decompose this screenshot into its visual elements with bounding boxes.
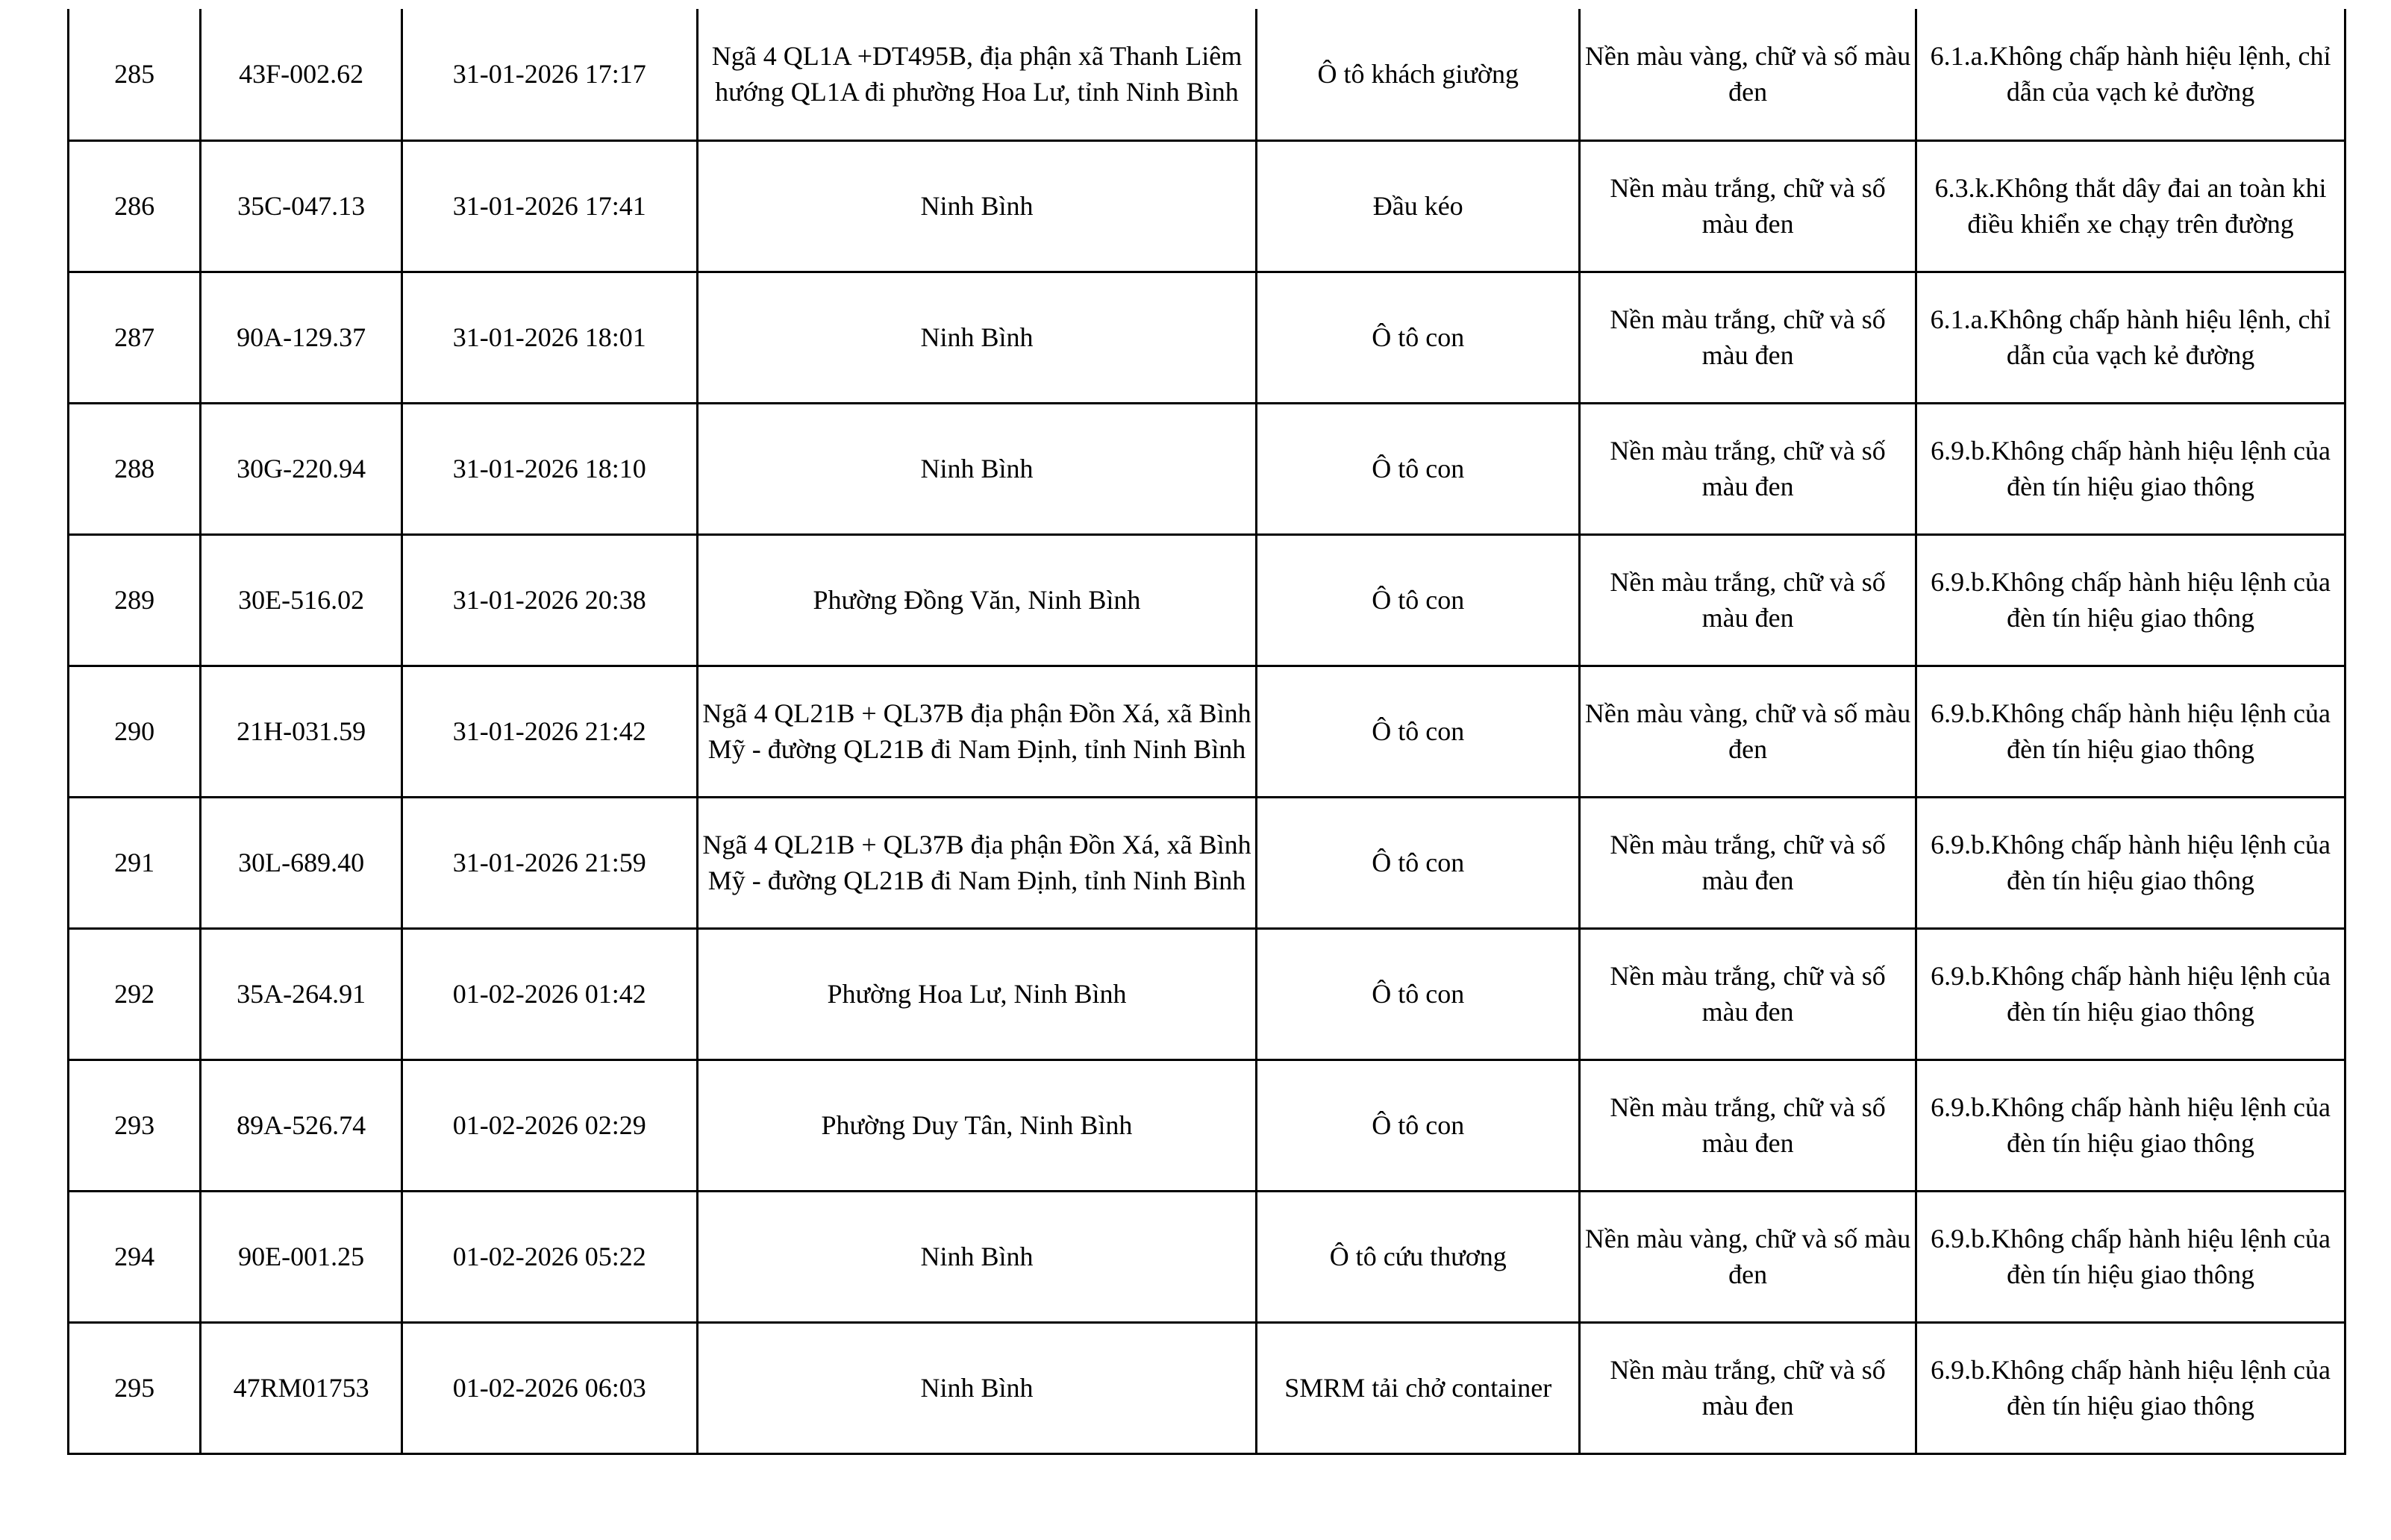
- plate-color-cell-text: Nền màu trắng, chữ và số màu đen: [1610, 173, 1886, 239]
- violation-time-cell-text: 31-01-2026 17:41: [452, 191, 646, 221]
- vehicle-type-cell: [1257, 797, 1580, 928]
- row-number-cell-text: 286: [114, 191, 155, 221]
- license-plate-cell-text: 90E-001.25: [238, 1242, 365, 1271]
- table-body: [69, 9, 2345, 1453]
- location-cell: [697, 666, 1257, 797]
- license-plate-cell: [201, 1059, 402, 1191]
- violation-time-cell-text: 01-02-2026 02:29: [452, 1110, 646, 1140]
- violation-description-cell: [1916, 1322, 2345, 1453]
- location-cell-text: Ngã 4 QL21B + QL37B địa phận Đồn Xá, xã Bình Mỹ - đường QL21B đi Nam Định, tỉnh Ninh Bình: [702, 830, 1251, 895]
- license-plate-cell: [201, 928, 402, 1059]
- violation-description-cell-text: 6.9.b.Không chấp hành hiệu lệnh của đèn tín hiệu giao thông: [1931, 1092, 2331, 1158]
- violation-description-cell-text: 6.3.k.Không thắt dây đai an toàn khi điều khiển xe chạy trên đường: [1934, 173, 2327, 239]
- location-cell: [697, 140, 1257, 272]
- license-plate-cell-text: 35C-047.13: [237, 191, 366, 221]
- license-plate-cell-text: 47RM01753: [233, 1373, 369, 1403]
- violation-description-cell-text: 6.1.a.Không chấp hành hiệu lệnh, chỉ dẫn của vạch kẻ đường: [1930, 304, 2331, 370]
- violation-time-cell: [402, 140, 698, 272]
- violation-description-cell-text: 6.9.b.Không chấp hành hiệu lệnh của đèn tín hiệu giao thông: [1931, 698, 2331, 764]
- location-cell: [697, 1322, 1257, 1453]
- violation-description-cell: [1916, 140, 2345, 272]
- vehicle-type-cell-text: Ô tô khách giường: [1317, 59, 1519, 90]
- vehicle-type-cell: [1257, 140, 1580, 272]
- table-row: [69, 140, 2345, 272]
- license-plate-cell: [201, 1191, 402, 1322]
- plate-color-cell-text: Nền màu trắng, chữ và số màu đen: [1610, 436, 1886, 501]
- location-cell: [697, 928, 1257, 1059]
- table-row: [69, 403, 2345, 534]
- license-plate-cell-text: 30G-220.94: [237, 454, 366, 483]
- violation-time-cell-text: 01-02-2026 01:42: [452, 979, 646, 1009]
- location-cell-text: Ngã 4 QL1A +DT495B, địa phận xã Thanh Liêm hướng QL1A đi phường Hoa Lư, tỉnh Ninh Bình: [711, 41, 1243, 107]
- location-cell: [697, 797, 1257, 928]
- violation-time-cell: [402, 1322, 698, 1453]
- vehicle-type-cell-text: Ô tô con: [1372, 848, 1465, 877]
- violation-time-cell: [402, 928, 698, 1059]
- violation-description-cell-text: 6.9.b.Không chấp hành hiệu lệnh của đèn tín hiệu giao thông: [1931, 567, 2331, 633]
- plate-color-cell-text: Nền màu trắng, chữ và số màu đen: [1610, 961, 1886, 1027]
- table-row: [69, 1191, 2345, 1322]
- table-row: [69, 9, 2345, 140]
- row-number-cell: [69, 1322, 201, 1453]
- plate-color-cell: [1580, 403, 1916, 534]
- violation-description-cell: [1916, 534, 2345, 666]
- plate-color-cell-text: Nền màu vàng, chữ và số màu đen: [1584, 41, 1911, 107]
- license-plate-cell-text: 89A-526.74: [237, 1110, 366, 1140]
- license-plate-cell-text: 21H-031.59: [237, 716, 366, 746]
- violation-time-cell-text: 31-01-2026 21:42: [452, 716, 646, 746]
- plate-color-cell: [1580, 272, 1916, 403]
- plate-color-cell: [1580, 534, 1916, 666]
- violation-description-cell-text: 6.9.b.Không chấp hành hiệu lệnh của đèn tín hiệu giao thông: [1931, 830, 2331, 895]
- vehicle-type-cell-text: Ô tô con: [1372, 1110, 1465, 1140]
- location-cell: [697, 1191, 1257, 1322]
- license-plate-cell: [201, 272, 402, 403]
- row-number-cell-text: 292: [114, 979, 155, 1009]
- plate-color-cell: [1580, 928, 1916, 1059]
- plate-color-cell-text: Nền màu vàng, chữ và số màu đen: [1584, 1224, 1911, 1289]
- violation-description-cell: [1916, 272, 2345, 403]
- violation-time-cell-text: 31-01-2026 18:10: [452, 454, 646, 483]
- location-cell-text: Ninh Bình: [920, 322, 1034, 352]
- row-number-cell: [69, 140, 201, 272]
- vehicle-type-cell: [1257, 534, 1580, 666]
- license-plate-cell-text: 43F-002.62: [239, 59, 364, 90]
- license-plate-cell: [201, 9, 402, 140]
- location-cell-text: Phường Đồng Văn, Ninh Bình: [813, 585, 1141, 615]
- vehicle-type-cell: [1257, 9, 1580, 140]
- violation-time-cell: [402, 666, 698, 797]
- table-row: [69, 534, 2345, 666]
- license-plate-cell-text: 35A-264.91: [237, 979, 366, 1009]
- table-row: [69, 797, 2345, 928]
- vehicle-type-cell-text: Ô tô cứu thương: [1329, 1242, 1507, 1271]
- violation-description-cell-text: 6.9.b.Không chấp hành hiệu lệnh của đèn tín hiệu giao thông: [1931, 961, 2331, 1027]
- vehicle-type-cell: [1257, 666, 1580, 797]
- violation-time-cell-text: 31-01-2026 17:17: [452, 59, 646, 90]
- license-plate-cell: [201, 403, 402, 534]
- row-number-cell: [69, 9, 201, 140]
- vehicle-type-cell: [1257, 1322, 1580, 1453]
- row-number-cell-text: 295: [114, 1373, 155, 1403]
- violation-description-cell: [1916, 928, 2345, 1059]
- license-plate-cell: [201, 1322, 402, 1453]
- plate-color-cell: [1580, 1059, 1916, 1191]
- vehicle-type-cell: [1257, 1191, 1580, 1322]
- location-cell-text: Ninh Bình: [920, 1242, 1034, 1271]
- location-cell-text: Phường Duy Tân, Ninh Bình: [821, 1110, 1133, 1140]
- vehicle-type-cell-text: Ô tô con: [1372, 454, 1465, 483]
- row-number-cell-text: 293: [114, 1110, 155, 1140]
- violation-description-cell-text: 6.9.b.Không chấp hành hiệu lệnh của đèn tín hiệu giao thông: [1931, 1224, 2331, 1289]
- violation-time-cell-text: 01-02-2026 05:22: [452, 1242, 646, 1271]
- violation-time-cell: [402, 9, 698, 140]
- plate-color-cell-text: Nền màu trắng, chữ và số màu đen: [1610, 1355, 1886, 1421]
- violation-description-cell: [1916, 9, 2345, 140]
- row-number-cell-text: 287: [114, 322, 155, 352]
- location-cell: [697, 534, 1257, 666]
- row-number-cell: [69, 403, 201, 534]
- row-number-cell: [69, 1191, 201, 1322]
- location-cell-text: Ninh Bình: [920, 191, 1034, 221]
- plate-color-cell: [1580, 797, 1916, 928]
- location-cell: [697, 1059, 1257, 1191]
- table-row: [69, 272, 2345, 403]
- plate-color-cell: [1580, 9, 1916, 140]
- violation-time-cell: [402, 534, 698, 666]
- row-number-cell-text: 294: [114, 1242, 155, 1271]
- vehicle-type-cell: [1257, 403, 1580, 534]
- location-cell: [697, 272, 1257, 403]
- license-plate-cell-text: 90A-129.37: [237, 322, 366, 352]
- table-row: [69, 666, 2345, 797]
- violation-description-cell: [1916, 797, 2345, 928]
- violation-time-cell-text: 01-02-2026 06:03: [452, 1373, 646, 1403]
- row-number-cell: [69, 534, 201, 666]
- license-plate-cell: [201, 534, 402, 666]
- vehicle-type-cell: [1257, 1059, 1580, 1191]
- violation-time-cell: [402, 1059, 698, 1191]
- plate-color-cell-text: Nền màu trắng, chữ và số màu đen: [1610, 567, 1886, 633]
- plate-color-cell-text: Nền màu vàng, chữ và số màu đen: [1584, 698, 1911, 764]
- violation-description-cell: [1916, 666, 2345, 797]
- plate-color-cell: [1580, 140, 1916, 272]
- violation-time-cell: [402, 797, 698, 928]
- plate-color-cell-text: Nền màu trắng, chữ và số màu đen: [1610, 304, 1886, 370]
- row-number-cell: [69, 928, 201, 1059]
- violation-time-cell-text: 31-01-2026 20:38: [452, 585, 646, 615]
- location-cell-text: Ninh Bình: [920, 1373, 1034, 1403]
- vehicle-type-cell-text: Ô tô con: [1372, 716, 1465, 746]
- location-cell-text: Ninh Bình: [920, 454, 1034, 483]
- violation-description-cell-text: 6.1.a.Không chấp hành hiệu lệnh, chỉ dẫn của vạch kẻ đường: [1930, 41, 2331, 107]
- violation-description-cell-text: 6.9.b.Không chấp hành hiệu lệnh của đèn tín hiệu giao thông: [1931, 436, 2331, 501]
- vehicle-type-cell-text: Ô tô con: [1372, 585, 1465, 615]
- plate-color-cell: [1580, 1322, 1916, 1453]
- vehicle-type-cell-text: Ô tô con: [1372, 979, 1465, 1009]
- row-number-cell-text: 289: [114, 585, 155, 615]
- violation-description-cell-text: 6.9.b.Không chấp hành hiệu lệnh của đèn tín hiệu giao thông: [1931, 1355, 2331, 1421]
- license-plate-cell: [201, 140, 402, 272]
- vehicle-type-cell: [1257, 928, 1580, 1059]
- violation-table: [67, 9, 2346, 1455]
- plate-color-cell: [1580, 1191, 1916, 1322]
- violation-time-cell: [402, 1191, 698, 1322]
- license-plate-cell: [201, 797, 402, 928]
- vehicle-type-cell-text: Ô tô con: [1372, 322, 1465, 352]
- violation-description-cell: [1916, 1191, 2345, 1322]
- row-number-cell: [69, 272, 201, 403]
- table-row: [69, 1322, 2345, 1453]
- plate-color-cell-text: Nền màu trắng, chữ và số màu đen: [1610, 1092, 1886, 1158]
- violation-time-cell-text: 31-01-2026 21:59: [452, 848, 646, 877]
- violation-time-cell: [402, 272, 698, 403]
- table-row: [69, 928, 2345, 1059]
- license-plate-cell-text: 30E-516.02: [238, 585, 365, 615]
- vehicle-type-cell-text: SMRM tải chở container: [1284, 1373, 1552, 1403]
- plate-color-cell: [1580, 666, 1916, 797]
- row-number-cell: [69, 666, 201, 797]
- location-cell-text: Phường Hoa Lư, Ninh Bình: [827, 979, 1127, 1009]
- row-number-cell-text: 290: [114, 716, 155, 746]
- license-plate-cell-text: 30L-689.40: [238, 848, 365, 877]
- row-number-cell: [69, 797, 201, 928]
- table-row: [69, 1059, 2345, 1191]
- row-number-cell-text: 288: [114, 454, 155, 483]
- violation-description-cell: [1916, 1059, 2345, 1191]
- violation-time-cell-text: 31-01-2026 18:01: [452, 322, 646, 352]
- license-plate-cell: [201, 666, 402, 797]
- location-cell-text: Ngã 4 QL21B + QL37B địa phận Đồn Xá, xã Bình Mỹ - đường QL21B đi Nam Định, tỉnh Ninh Bình: [702, 698, 1251, 764]
- violation-description-cell: [1916, 403, 2345, 534]
- row-number-cell-text: 285: [114, 59, 155, 90]
- location-cell: [697, 403, 1257, 534]
- violation-time-cell: [402, 403, 698, 534]
- location-cell: [697, 9, 1257, 140]
- vehicle-type-cell-text: Đầu kéo: [1372, 191, 1463, 221]
- row-number-cell-text: 291: [114, 848, 155, 877]
- plate-color-cell-text: Nền màu trắng, chữ và số màu đen: [1610, 830, 1886, 895]
- row-number-cell: [69, 1059, 201, 1191]
- vehicle-type-cell: [1257, 272, 1580, 403]
